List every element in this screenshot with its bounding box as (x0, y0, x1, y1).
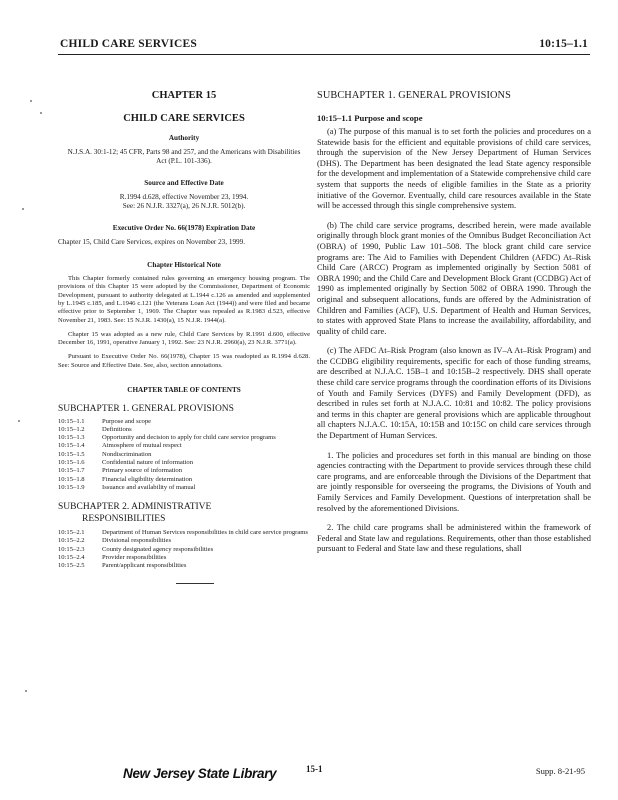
toc-subchapter-2-title-line-2: RESPONSIBILITIES (82, 513, 166, 524)
table-of-contents-heading: CHAPTER TABLE OF CONTENTS (127, 386, 241, 394)
chapter-number: CHAPTER 15 (151, 90, 217, 101)
toc-entry-section: 10:15–1.7 (58, 467, 85, 475)
toc-entry (58, 484, 310, 492)
toc-subchapter-2-title: SUBCHAPTER 2. ADMINISTRATIVE (58, 502, 212, 513)
header-section: 10:15–1.1 (539, 38, 588, 50)
section-heading: 10:15–1.1 Purpose and scope (317, 113, 423, 123)
header-title: CHILD CARE SERVICES (60, 38, 197, 50)
toc-entry-section: 10:15–1.5 (58, 450, 85, 458)
chapter-title: CHILD CARE SERVICES (123, 113, 245, 124)
toc-entry (58, 554, 310, 562)
toc-entry (58, 562, 310, 570)
paragraph-c-1: 1. The policies and procedures set forth in this manual are binding on those agencies contracting with the Department to provide services through these child care programs, and are enforceable through the Divisions of the Department that are jointly responsible for overseeing the programs, the Divisions of Youth and Family Services and Family Development. Questions of interpretation shall be resolved by the aforementioned Divisions. (317, 450, 591, 513)
toc-entry-title: Divisional responsibilities (102, 537, 172, 545)
toc-entry-section: 10:15–1.4 (58, 442, 85, 450)
toc-entry-section: 10:15–2.4 (58, 554, 85, 562)
left-column (58, 90, 310, 584)
toc-entry-section: 10:15–2.5 (58, 562, 85, 570)
scan-speck (40, 112, 42, 114)
toc-entry (58, 537, 310, 545)
paragraph-a: (a) The purpose of this manual is to set forth the policies and procedures on a Statewide basis for the efficient and equitable provisions of child care services, through the supervision of the New Jersey Department of Human Services (DHS). The Department has been designated the lead State agency responsible for the development and implementation of a Statewide comprehensive child care system that supports the needs of eligible families in the State as a priority initiative of the Governor. Eventually, child care resources available in the State will be accessed through this single comprehensive system. (317, 127, 591, 211)
header-rule (58, 54, 590, 55)
toc-entry-section: 10:15–1.3 (58, 434, 85, 442)
source-text-2: See: 26 N.J.R. 3327(a), 26 N.J.R. 5012(b). (122, 202, 246, 211)
toc-entry-title: Issuance and availability of manual (102, 483, 196, 491)
toc-entry (58, 442, 310, 450)
right-column (317, 90, 591, 555)
toc-entry-title: Nondiscrimination (102, 450, 152, 458)
toc-subchapter-2-list (58, 529, 310, 570)
toc-entry-section: 10:15–2.3 (58, 545, 85, 553)
page-number: 15-1 (306, 764, 323, 774)
paragraph-c: (c) The AFDC At–Risk Program (also known as IV–A At–Risk Program) and the CCDBG eligibility requirements, specific for each of those funding streams, are described at N.J.A.C. 15B–1 and 10:15B–2 respectively. DHS shall operate these child care service programs through the coordination efforts of its Divisions of Youth and Family Services (DYFS) and Family Development (DFD), as described in rules set forth at N.J.A.C. 10:81 and 10:82. The policy provisions and terms in this chapter are general provisions which are applicable throughout all chapters N.J.A.C. 10:15A, 10:15B and 10:15C on child care services through the Department of Human Services. (317, 346, 591, 441)
supplement-date: Supp. 8-21-95 (535, 766, 585, 776)
toc-entry-section: 10:15–1.2 (58, 425, 85, 433)
executive-order-heading: Executive Order No. 66(1978) Expiration Date (112, 223, 256, 232)
executive-order-text: Chapter 15, Child Care Services, expires on November 23, 1999. (58, 237, 246, 246)
toc-entry-section: 10:15–1.6 (58, 458, 85, 466)
scan-speck (30, 100, 32, 102)
paragraph-c-2: 2. The child care programs shall be administered within the framework of Federal and State law and regulations. Requirements, other than those established pursuant to Federal and State law and these regulations, shall (317, 523, 591, 554)
toc-entry-title: County designated agency responsibilities (102, 545, 214, 553)
historical-note-paragraph-1: This Chapter formerly contained rules governing an emergency housing program. The provisions of this Chapter 15 were adopted by the Commissioner, Department of Economic Development, pursuant to authority delegated at L.1944 c.126 as amended and supplemented by L.1945 c.185, and L.1946 c.121 (the Veterans Loan Act (1944)) and were filed and became effective prior to September 1, 1969. The Chapter was repealed as R.1983 d.523, effective November 21, 1983. See: 15 N.J.R. 1430(a), 15 N.J.R. 1944(a). (58, 275, 310, 324)
toc-entry-section: 10:15–2.2 (58, 537, 85, 545)
toc-entry-title: Definitions (102, 425, 132, 433)
source-text-1: R.1994 d.628, effective November 23, 1994. (119, 192, 249, 201)
historical-note-paragraph-2: Chapter 15 was adopted as a new rule, Child Care Services by R.1991 d.600, effective December 16, 1991, operative January 1, 1992. See: 23 N.J.R. 2960(a), 23 N.J.R. 3771(a). (58, 330, 310, 347)
toc-entry-title: Purpose and scope (102, 417, 152, 425)
toc-entry-title: Financial eligibility determination (102, 475, 193, 483)
toc-entry (58, 418, 310, 426)
toc-entry-section: 10:15–1.9 (58, 483, 85, 491)
scan-speck (25, 690, 27, 692)
historical-note-heading: Chapter Historical Note (147, 261, 221, 270)
column-end-rule (176, 583, 214, 584)
toc-entry (58, 529, 310, 537)
scan-speck (18, 420, 20, 422)
authority-heading: Authority (168, 134, 200, 142)
toc-entry (58, 546, 310, 554)
library-stamp: New Jersey State Library (123, 766, 277, 781)
subchapter-1-heading: SUBCHAPTER 1. GENERAL PROVISIONS (317, 90, 511, 101)
toc-subchapter-1-list (58, 418, 310, 493)
toc-entry-title: Atmosphere of mutual respect (102, 442, 182, 450)
toc-entry-title: Confidential nature of information (102, 458, 194, 466)
page-footer (0, 764, 618, 794)
toc-entry-title: Department of Human Services responsibilities in child care service programs (102, 529, 308, 537)
toc-entry-section: 10:15–1.1 (58, 417, 85, 425)
scan-speck (22, 208, 24, 210)
toc-entry-title: Opportunity and decision to apply for child care service programs (102, 434, 276, 442)
toc-entry (58, 476, 310, 484)
toc-entry-title: Provider responsibilities (102, 554, 167, 562)
paragraph-b: (b) The child care service programs, described herein, were made available originally through block grant monies of the Omnibus Budget Reconciliation Act (OBRA) of 1990, Public Law 101–508. The block grant child care service programs are: The Aid to Families with Dependent Children (AFDC) At–Risk Child Care (ARCC) Program as implemented originally by Section 5081 of OBRA 1990; and the Child Care and Development Block Grant (CCDBG) Act of 1990 as implemented originally by Section 5082 of OBRA 1990. Through the original and subsequent allocations, funds are offered by the Administration of Children and Families (ACF), U.S. Department of Health and Human Services, to states with approved State Plans to increase the availability, affordability, and quality of child care. (317, 220, 591, 336)
toc-entry (58, 451, 310, 459)
toc-entry-section: 10:15–1.8 (58, 475, 85, 483)
toc-entry-title: Parent/applicant responsibilities (102, 562, 187, 570)
toc-entry (58, 426, 310, 434)
toc-entry (58, 434, 310, 442)
toc-entry-section: 10:15–2.1 (58, 529, 85, 537)
source-heading: Source and Effective Date (144, 178, 224, 187)
toc-entry (58, 467, 310, 475)
historical-note-paragraph-3: Pursuant to Executive Order No. 66(1978), Chapter 15 was readopted as R.1994 d.628. See: Source and Effective Date. See, also, section annotations. (58, 353, 310, 369)
toc-entry (58, 459, 310, 467)
authority-text: N.J.S.A. 30:1-12; 45 CFR, Parts 98 and 257, and the Americans with Disabilities Act (P.L. 101-336). (67, 148, 301, 166)
toc-subchapter-1-title: SUBCHAPTER 1. GENERAL PROVISIONS (58, 404, 234, 414)
toc-entry-title: Primary source of information (102, 467, 183, 475)
